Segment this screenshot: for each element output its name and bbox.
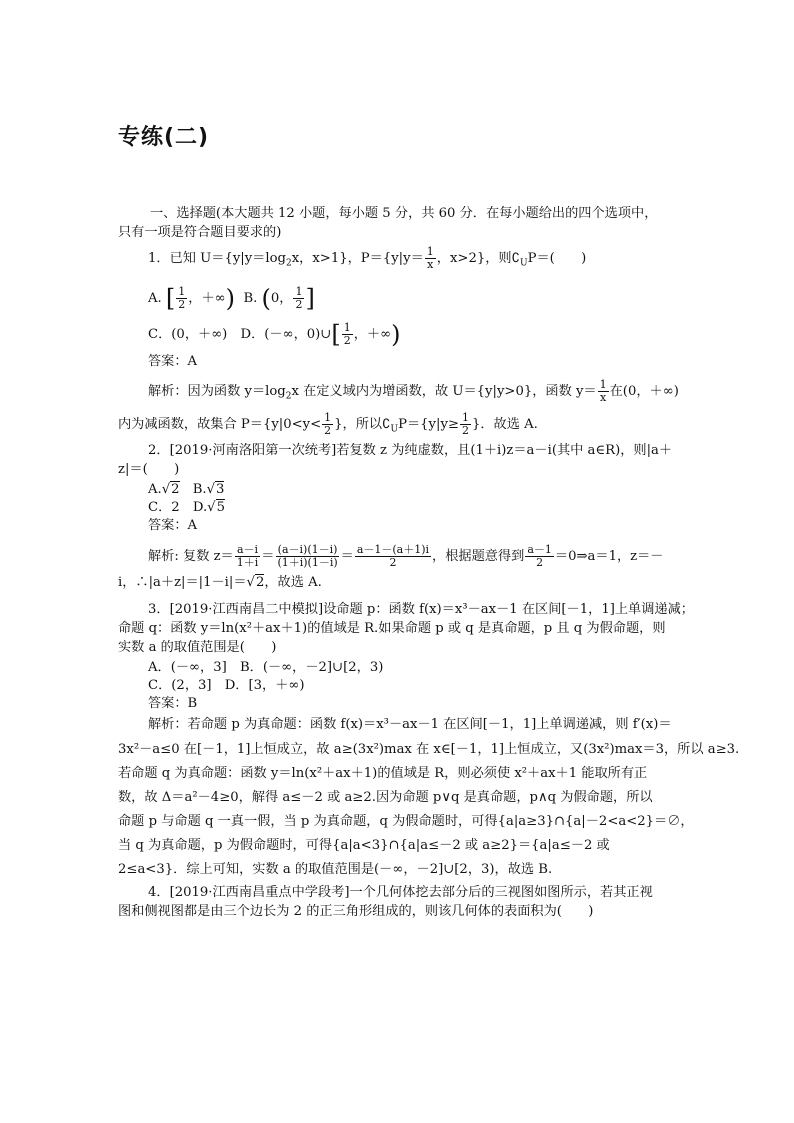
q1-ana1-c: 在(0，＋∞)	[609, 384, 679, 399]
q2-opt-b-value: 3	[216, 482, 225, 497]
q1-opt-a-num: 1	[178, 285, 186, 298]
q1-opt-c: C．(0，＋∞) D．(－∞，0)∪	[148, 327, 332, 342]
q2-frac4-den: 2	[536, 556, 544, 569]
q1-ana2-frac2	[460, 412, 471, 437]
q1-ana1-frac	[598, 379, 609, 404]
q1-stem	[148, 246, 586, 273]
q2-frac1-num: a－i	[236, 543, 259, 556]
q2-opt-d-value: 5	[216, 500, 225, 515]
section-heading-line1: 一、选择题(本大题共 12 小题，每小题 5 分，共 60 分．在每小题给出的四个选项中，	[150, 206, 658, 221]
q3-analysis-line1: 解析：若命题 p 为真命题：函数 f(x)＝x³－ax－1 在区间[－1，1]上单调递减，则 f′(x)＝	[148, 717, 672, 732]
q2-opt-a-label: A.	[148, 482, 162, 497]
q1-stem-b: x，x>1}，P＝{y|y＝	[291, 251, 424, 266]
q1-ana1-sub: 2	[285, 391, 292, 402]
q1-opt-b-den: 2	[295, 298, 303, 311]
q3-stem-line2: 命题 q：函数 y＝ln(x²＋ax＋1)的值域是 R.如果命题 p 或 q 是真命题，p 且 q 为假命题，则	[118, 621, 666, 636]
q3-options-ab: A．(－∞，3] B．(－∞，－2]∪[2，3)	[148, 660, 384, 675]
q2-frac2-num: (a－i)(1－i)	[277, 543, 338, 556]
q2-frac1-den: 1＋i	[236, 556, 259, 569]
q1-options-cd: C．(0，＋∞) D．(－∞，0)∪[ $\frac{1}{2}$ ，＋∞)	[148, 320, 401, 349]
q1-analysis-line2	[118, 412, 538, 439]
q1-ana2-b: }，所以∁	[334, 417, 391, 432]
section-heading-line2: 只有一项是符合题目要求的)	[118, 225, 282, 240]
q3-options-cd: C．(2，3] D．[3，＋∞)	[148, 678, 305, 693]
q2-opt-cd-label: C．2 D.	[148, 500, 208, 515]
q2-frac1	[235, 544, 261, 569]
q2-frac3	[355, 544, 431, 569]
q1-stem-a: 1．已知 U＝{y|y＝log	[148, 251, 286, 266]
q3-analysis-line6: 当 q 为真命题，p 为假命题时，可得{a|a<3}∩{a|a≤－2 或 a≥2}＝{a|a≤－2 或	[118, 838, 610, 853]
q1-opt-d-den: 2	[343, 334, 351, 347]
q4-stem-line1: 4．[2019·江西南昌重点中学段考]一个几何体挖去部分后的三视图如图所示，若其正视	[148, 885, 653, 900]
q1-answer: 答案：A	[148, 354, 198, 369]
q4-stem-line2: 图和侧视图都是由三个边长为 2 的正三角形组成的，则该几何体的表面积为( )	[118, 904, 594, 919]
q3-answer: 答案：B	[148, 696, 198, 711]
q3-analysis-line3: 若命题 q 为真命题：函数 y＝ln(x²＋ax＋1)的值域是 R，则必须使 x²＋ax＋1 能取所有正	[118, 766, 648, 781]
q1-stem-c: ，x>2}，则∁	[436, 251, 520, 266]
q1-ana2-a: 内为减函数，故集合 P＝{y|0<y<	[118, 417, 322, 432]
q2-analysis-line1: 解析: 复数 z＝ $\frac{a-i}{1+i}$ ＝ $\frac{(a-i)(1-i)}{(1+i)(1-i)}$ ＝ $\frac{a-1-(a+1)i}{2}$ ，根据题意得到 $\frac{a-1}{2}$ ＝0⇒a＝1，z＝－	[148, 543, 664, 569]
q1-options-ab: A. [ $\frac{1}{2}$ ，＋∞) B. (0， $\frac{1}{2}$ ]	[148, 284, 315, 313]
q1-sub: 2	[285, 258, 292, 269]
q1-fraction	[425, 246, 436, 271]
q3-analysis-line2: 3x²－a≤0 在[－1，1]上恒成立，故 a≥(3x²)max 在 x∈[－1，1]上恒成立，又(3x²)max＝3，所以 a≥3.	[118, 742, 740, 757]
q2-options-ab: A.√2 B.√3	[148, 482, 225, 497]
q1-opt-d-num: 1	[343, 321, 351, 334]
q1-ana1-num: 1	[599, 378, 607, 391]
q1-ana2-sub: U	[390, 424, 399, 435]
q2-options-cd: C．2 D.√5	[148, 500, 225, 515]
q1-ana2-frac1	[322, 412, 333, 437]
q1-ana1-den: x	[600, 391, 607, 404]
q1-opt-d-rest: ，＋∞	[353, 327, 392, 342]
q2-frac3-den: 2	[389, 556, 397, 569]
q1-opt-a-den: 2	[178, 298, 186, 311]
q1-analysis-line1	[148, 379, 679, 406]
q2-analysis-line2: i，∴|a＋z|＝|1－i|＝√2，故选 A.	[118, 575, 322, 590]
q1-frac-num: 1	[426, 245, 434, 258]
q2-frac4	[525, 544, 554, 569]
page-title: 专练(二)	[118, 125, 210, 150]
q3-stem-line3: 实数 a 的取值范围是( )	[118, 640, 277, 655]
q2-frac3-num: a－1－(a＋1)i	[356, 543, 430, 556]
q1-opt-b-num: 1	[295, 285, 303, 298]
q1-opt-a-label: A.	[148, 291, 162, 306]
q3-analysis-line5: 命题 p 与命题 q 一真一假，当 p 为真命题，q 为假命题时，可得{a|a≥3}∩{a|－2<a<2}＝∅，	[118, 814, 694, 829]
q1-ana1-b: x 在定义域内为增函数，故 U＝{y|y>0}，函数 y＝	[291, 384, 597, 399]
q1-sub-u: U	[520, 258, 528, 269]
q2-opt-b-label: B.	[179, 482, 207, 497]
q1-ana2-c: P＝{y|y≥	[398, 417, 459, 432]
q2-ana2-b: ，故选 A.	[264, 575, 322, 590]
q1-ana2-den2: 2	[461, 424, 469, 437]
q1-ana1-a: 解析：因为函数 y＝log	[148, 384, 286, 399]
q1-stem-d: P＝( )	[527, 251, 587, 266]
q2-stem-line1: 2．[2019·河南洛阳第一次统考]若复数 z 为纯虚数，且(1＋i)z＝a－i(其中 a∈R)，则|a＋	[148, 443, 673, 458]
q2-ana2-a: i，∴|a＋z|＝|1－i|＝	[118, 575, 247, 590]
q1-opt-b-label: B.	[243, 291, 258, 306]
q2-opt-a-value: 2	[171, 482, 180, 497]
q2-ana-c: ＝0⇒a＝1，z＝－	[554, 549, 664, 564]
q3-analysis-line4: 数，故 Δ＝a²－4≥0，解得 a≤－2 或 a≥2.因为命题 p∨q 是真命题，p∧q 为假命题，所以	[118, 790, 653, 805]
q2-frac2	[275, 544, 339, 569]
q3-analysis-line7: 2≤a<3}．综上可知，实数 a 的取值范围是(－∞，－2]∪[2，3)，故选 B.	[118, 862, 553, 877]
q1-opt-d-frac	[342, 322, 353, 347]
q1-ana2-num1: 1	[324, 411, 332, 424]
q1-ana2-num2: 1	[461, 411, 469, 424]
q2-stem-line2: z|＝( )	[118, 462, 180, 477]
q1-opt-b-frac	[293, 286, 304, 311]
q3-stem-line1: 3．[2019·江西南昌二中模拟]设命题 p：函数 f(x)＝x³－ax－1 在区间[－1，1]上单调递减；	[148, 602, 694, 617]
q1-ana2-den1: 2	[324, 424, 332, 437]
q1-opt-b-zero: 0，	[270, 291, 293, 306]
q1-frac-den: x	[427, 258, 434, 271]
q2-answer: 答案：A	[148, 518, 198, 533]
q1-ana2-d: }．故选 A.	[471, 417, 538, 432]
q1-opt-a-frac	[176, 286, 187, 311]
q2-ana2-root: 2	[255, 575, 265, 590]
q2-frac2-den: (1＋i)(1－i)	[277, 556, 338, 569]
q1-opt-a-rest: ，＋∞	[188, 291, 226, 306]
q2-frac4-num: a－1	[527, 543, 552, 556]
q2-ana-a: 解析: 复数 z＝	[148, 549, 234, 564]
q2-ana-b: ，根据题意得到	[432, 549, 525, 564]
